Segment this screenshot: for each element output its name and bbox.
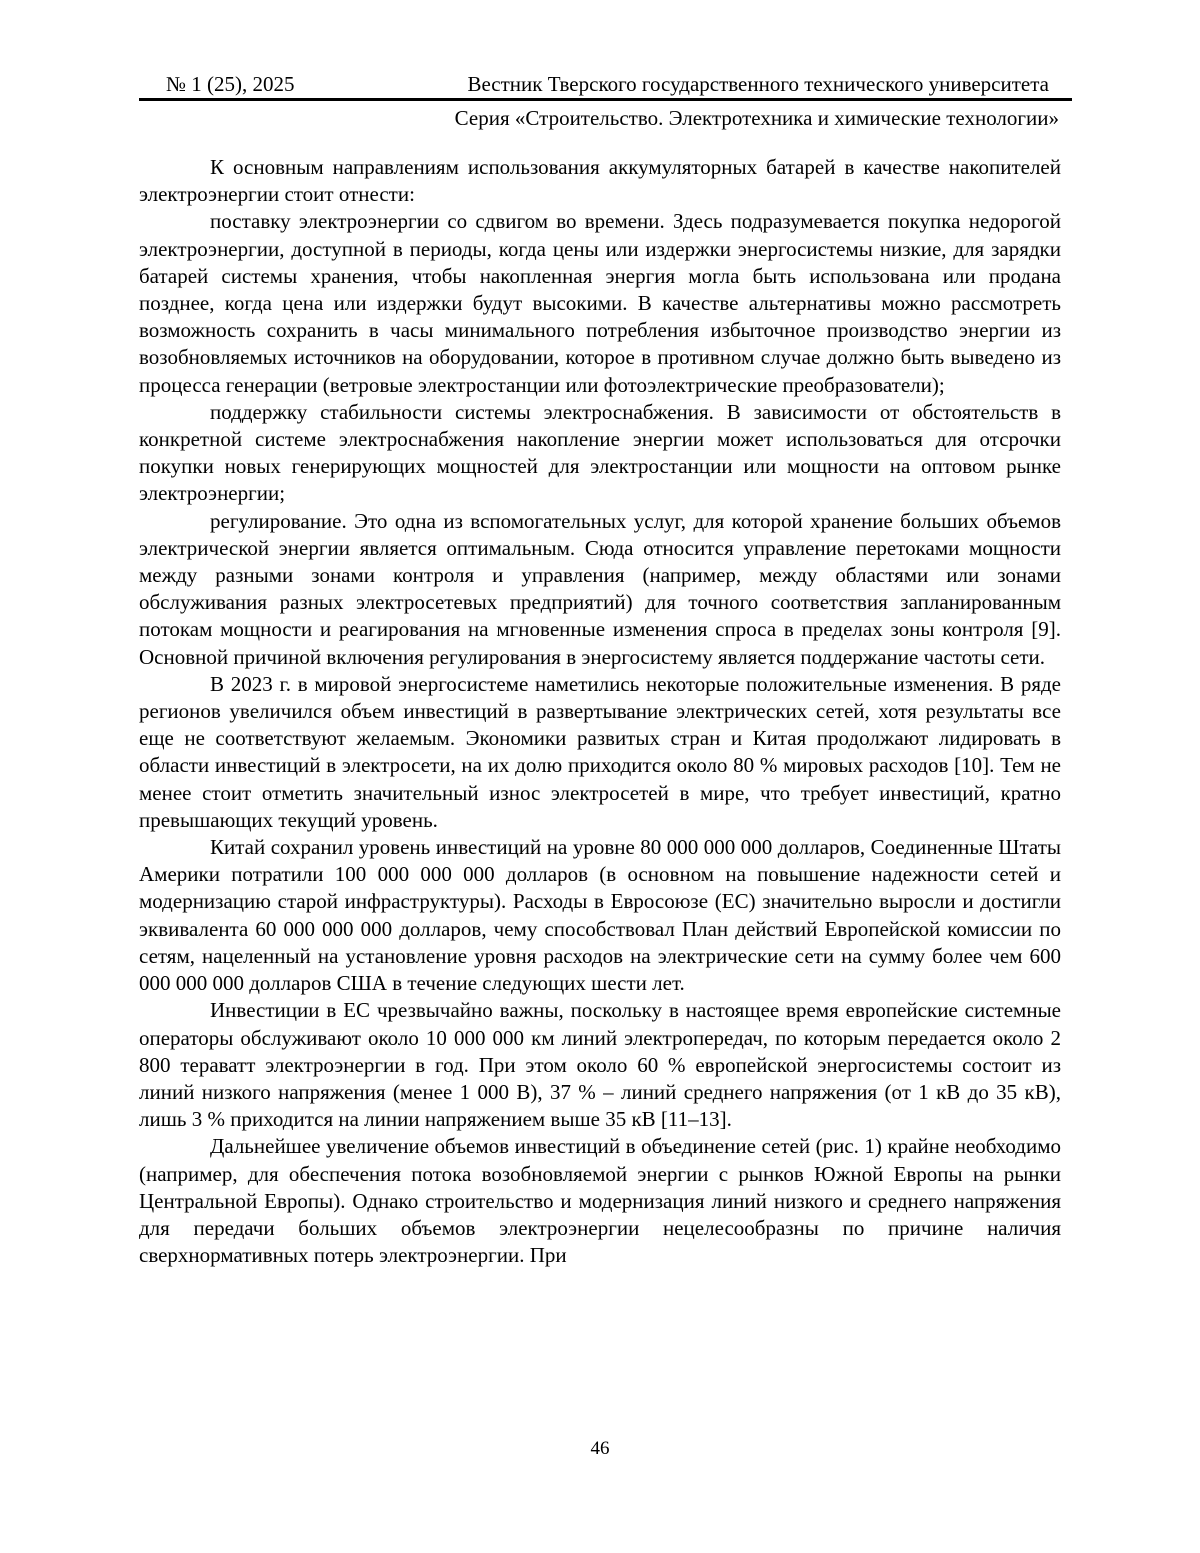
paragraph: К основным направлениям использования аккумуляторных батарей в качестве накопителей электроэнергии стоит отнести:: [139, 155, 1061, 207]
paragraph: Инвестиции в ЕС чрезвычайно важны, поскольку в настоящее время европейские системные операторы обслуживают около 10 000 000 км линий электропередач, по которым передается около 2 800 тераватт электроэнергии в год. При этом около 60 % европейской энергосистемы состоит из линий низкого напряжения (менее 1 000 В), 37 % – линий среднего напряжения (от 1 кВ до 35 кВ), лишь 3 % приходится на линии напряжением выше 35 кВ [11–13].: [139, 998, 1061, 1132]
issue-number: № 1 (25), 2025: [166, 72, 295, 96]
paragraph: Дальнейшее увеличение объемов инвестиций в объединение сетей (рис. 1) крайне необходимо (например, для обеспечения потока возобновляемой энергии с рынков Южной Европы на рынки Центральной Европы). Однако строительство и модернизация линий низкого и среднего напряжения для передачи больших объемов электроэнергии нецелесообразны по причине наличия сверхнормативных потерь электроэнергии. При: [139, 1134, 1061, 1268]
journal-title: Вестник Тверского государственного технического университета: [467, 72, 1049, 96]
page-number: 46: [590, 1438, 610, 1459]
header-top-line: [139, 70, 1072, 98]
header-rule: [139, 98, 1072, 101]
article-body: [139, 154, 1061, 1269]
paragraph: поставку электроэнергии со сдвигом во времени. Здесь подразумевается покупка недорогой электроэнергии, доступной в периоды, когда цены или издержки энергосистемы низкие, для зарядки батарей системы хранения, чтобы накопленная энергия могла быть использована или продана позднее, когда цена или издержки будут высокими. В качестве альтернативы можно рассмотреть возможность сохранить в часы минимального потребления избыточное производство энергии из возобновляемых источников на оборудовании, которое в противном случае должно быть выведено из процесса генерации (ветровые электростанции или фотоэлектрические преобразователи);: [139, 209, 1061, 397]
series-title: Серия «Строительство. Электротехника и химические технологии»: [454, 106, 1059, 130]
paragraph: поддержку стабильности системы электроснабжения. В зависимости от обстоятельств в конкретной системе электроснабжения накопление энергии может использоваться для отсрочки покупки новых генерирующих мощностей для электростанции или мощности на оптовом рынке электроэнергии;: [139, 399, 1061, 506]
paragraph: В 2023 г. в мировой энергосистеме наметились некоторые положительные изменения. В ряде регионов увеличился объем инвестиций в развертывание электрических сетей, хотя результаты все еще не соответствуют желаемым. Экономики развитых стран и Китая продолжают лидировать в области инвестиций в электросети, на их долю приходится около 80 % мировых расходов [10]. Тем не менее стоит отметить значительный износ электросетей в мире, что требует инвестиций, кратно превышающих текущий уровень.: [139, 671, 1061, 832]
paragraph: регулирование. Это одна из вспомогательных услуг, для которой хранение больших объемов электрической энергии является оптимальным. Сюда относится управление перетоками мощности между разными зонами контроля и управления (например, между областями или зонами обслуживания разных электросетевых предприятий) для точного соответствия запланированным потокам мощности и реагирования на мгновенные изменения спроса в пределах зоны контроля [9]. Основной причиной включения регулирования в энергосистему является поддержание частоты сети.: [139, 508, 1061, 669]
running-header: [139, 70, 1072, 130]
paragraph: Китай сохранил уровень инвестиций на уровне 80 000 000 000 долларов, Соединенные Штаты Америки потратили 100 000 000 000 долларов (в основном на повышение надежности сетей и модернизацию старой инфраструктуры). Расходы в Евросоюзе (ЕС) значительно выросли и достигли эквивалента 60 000 000 000 долларов, чему способствовал План действий Европейской комиссии по сетям, нацеленный на установление уровня расходов на электрические сети на сумму более чем 600 000 000 000 долларов США в течение следующих шести лет.: [139, 835, 1061, 996]
